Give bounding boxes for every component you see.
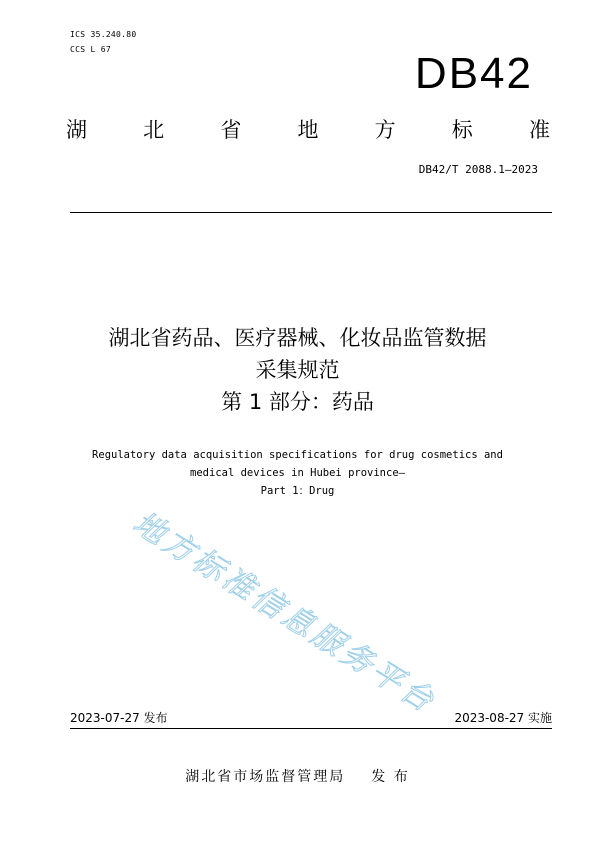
english-title-block bbox=[0, 446, 595, 500]
standard-type-char: 湖 bbox=[66, 118, 87, 142]
publisher-name: 湖北省市场监督管理局 bbox=[185, 769, 346, 785]
standard-type-heading bbox=[66, 117, 550, 143]
standard-code-logo: DB42 bbox=[414, 49, 533, 98]
release-date: 2023-07-27 发布 bbox=[70, 711, 168, 725]
title-en-line-3: Part 1：Drug bbox=[260, 485, 335, 497]
title-en-line-2: medical devices in Hubei province— bbox=[190, 467, 405, 479]
title-zh-line-1: 湖北省药品、医疗器械、化妆品监管数据 bbox=[108, 326, 487, 350]
ics-code: ICS 35.240.80 bbox=[70, 30, 137, 39]
watermark: 地方标准信息服务平台 bbox=[126, 504, 443, 721]
standard-number: DB42/T 2088.1—2023 bbox=[418, 163, 538, 176]
standard-type-char: 北 bbox=[143, 118, 165, 142]
standard-type-char: 方 bbox=[374, 118, 396, 142]
top-divider bbox=[70, 212, 552, 213]
bottom-divider bbox=[70, 728, 552, 729]
title-zh-line-3: 第 1 部分：药品 bbox=[221, 390, 374, 414]
title-en-line-1: Regulatory data acquisition specifications for drug cosmetics and bbox=[92, 449, 503, 461]
ccs-code: CCS L 67 bbox=[70, 45, 111, 54]
title-zh-line-2: 采集规范 bbox=[255, 358, 340, 382]
standard-type-char: 省 bbox=[220, 118, 242, 142]
standard-type-char: 地 bbox=[297, 118, 319, 142]
standard-type-char: 标 bbox=[451, 118, 473, 142]
effective-date: 2023-08-27 实施 bbox=[454, 711, 552, 725]
title-block bbox=[0, 322, 595, 418]
standard-type-char: 准 bbox=[528, 118, 550, 142]
publisher-line bbox=[0, 768, 595, 786]
publish-label: 发 布 bbox=[371, 769, 410, 785]
